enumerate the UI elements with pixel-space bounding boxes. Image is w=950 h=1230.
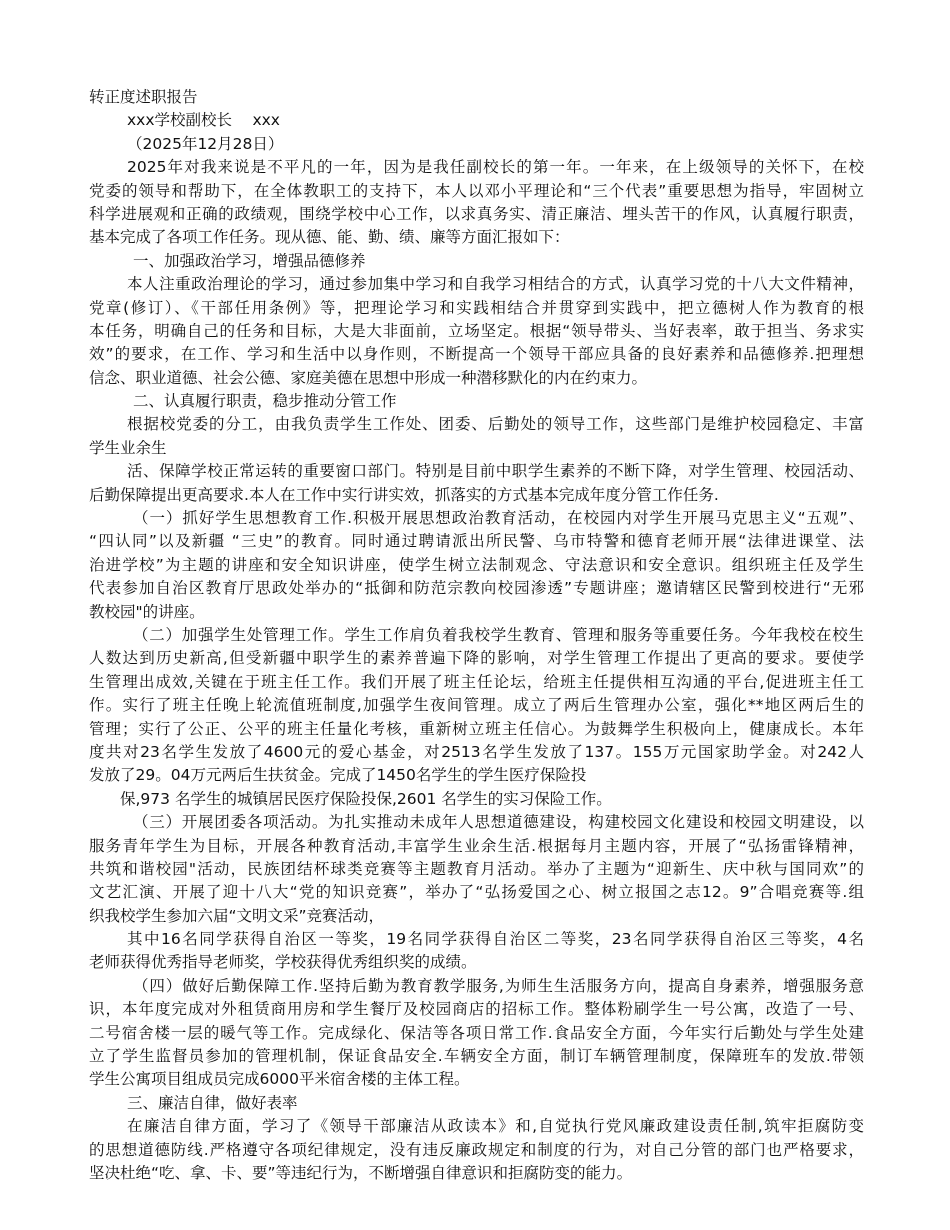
paragraph-line: 文艺汇演、开展了迎十八大“党的知识竞赛”，举办了“弘扬爱国之心、树立报国之志12。9”合唱竞赛等.组 xyxy=(89,883,864,902)
document-title: 转正度述职报告 xyxy=(89,88,198,106)
paragraph-line: 党章(修订）、《干部任用条例》等，把理论学习和实践相结合并贯穿到实践中，把立德树人作为教育的根 xyxy=(89,298,864,317)
paragraph-line: 基本完成了各项工作任务。现从德、能、勤、绩、廉等方面汇报如下： xyxy=(89,228,570,247)
paragraph-line: 活、保障学校正常运转的重要窗口部门。特别是目前中职学生素养的不断下降，对学生管理、校园活动、 xyxy=(127,462,864,481)
paragraph-line: 坚决杜绝“吃、拿、卡、要”等违纪行为，不断增强自律意识和拒腐防变的能力。 xyxy=(89,1163,633,1182)
section-heading: 二、认真履行职责，稳步推动分管工作 xyxy=(133,392,397,411)
paragraph-line: 立了学生监督员参加的管理机制，保证食品安全.车辆安全方面，制订车辆管理制度，保障班车的发放.带领 xyxy=(89,1047,864,1066)
paragraph-line: 党委的领导和帮助下，在全体教职工的支持下，本人以邓小平理论和“三个代表”重要思想为指导，牢固树立 xyxy=(89,181,864,200)
paragraph-line: 学生业余生 xyxy=(89,438,167,457)
paragraph-line: 人数达到历史新高,但受新疆中职学生的素养普遍下降的影响，对学生管理工作提出了更高的要求。要使学 xyxy=(89,649,864,668)
item1-paragraph xyxy=(89,507,864,624)
paragraph-line: 本任务，明确自己的任务和目标，大是大非面前，立场坚定。根据“领导带头、当好表率，敢于担当、务求实 xyxy=(89,321,864,340)
paragraph-line: 识，本年度完成对外租赁商用房和学生餐厅及校园商店的招标工作。整体粉刷学生一号公寓，改造了一号、 xyxy=(89,1000,864,1019)
paragraph-line: （三）开展团委各项活动。为扎实推动未成年人思想道德建设，构建校园文化建设和校园文明建设，以 xyxy=(133,813,864,832)
paragraph-line: 科学进展观和正确的政绩观，围绕学校中心工作，以求真务实、清正廉洁、埋头苦干的作风，认真履行职责， xyxy=(89,204,864,223)
paragraph-line: 代表参加自治区教育厅思政处举办的“抵御和防范宗教向校园渗透”专题讲座；邀请辖区民警到校进行“无邪 xyxy=(89,579,864,598)
paragraph-line: （四）做好后勤保障工作.坚持后勤为教育教学服务,为师生生活服务方向，提高自身素养，增强服务意 xyxy=(133,976,864,995)
section3-paragraph xyxy=(89,1115,864,1185)
section2-intro-paragraph-continued xyxy=(89,460,864,507)
paragraph-line: 生管理出成效,关键在于班主任工作。我们开展了班主任论坛，给班主任提供相互沟通的平台,促进班主任工 xyxy=(89,672,864,691)
paragraph-line: 度共对23名学生发放了4600元的爱心基金，对2513名学生发放了137。155万元国家助学金。对242人 xyxy=(89,742,864,761)
paragraph-line: 织我校学生参加六届“文明文采”竞赛活动， xyxy=(89,906,385,925)
paragraph-line: “四认同”以及新疆 “三史”的教育。同时通过聘请派出所民警、乌市特警和德育老师开展“法律进课堂、法 xyxy=(89,532,864,551)
item3-paragraph xyxy=(89,811,864,928)
paragraph-line: 本人注重政治理论的学习，通过参加集中学习和自我学习相结合的方式，认真学习党的十八大文件精神， xyxy=(127,275,864,294)
paragraph-line: 学生公寓项目组成员完成6000平米宿舍楼的主体工程。 xyxy=(89,1070,470,1089)
paragraph-line: 效”的要求，在工作、学习和生活中以身作则，不断提高一个领导干部应具备的良好素养和品德修养.把理想 xyxy=(89,345,864,364)
section2-intro-paragraph xyxy=(89,413,864,460)
paragraph-line: 治进学校”为主题的讲座和安全知识讲座，使学生树立法制观念、守法意识和安全意识。组织班主任及学生 xyxy=(89,555,864,574)
paragraph-line: 信念、职业道德、社会公德、家庭美德在思想中形成一种潜移默化的内在约束力。 xyxy=(89,368,648,387)
paragraph-line: 2025年对我来说是不平凡的一年，因为是我任副校长的第一年。一年来，在上级领导的关怀下，在校 xyxy=(127,158,864,177)
item3-paragraph-continued xyxy=(89,928,864,975)
paragraph-line: 发放了29。04万元两后生扶贫金。完成了1450名学生的学生医疗保险投 xyxy=(89,766,587,785)
item2-paragraph xyxy=(89,624,864,788)
paragraph-line: 服务青年学生为目标，开展各种教育活动,丰富学生业余生活.根据每月主题内容，开展了“弘扬雷锋精神， xyxy=(89,836,864,855)
section-heading: 三、廉洁自律，做好表率 xyxy=(127,1093,298,1112)
intro-paragraph xyxy=(89,156,864,250)
paragraph-line: 根据校党委的分工，由我负责学生工作处、团委、后勤处的领导工作，这些部门是维护校园稳定、丰富 xyxy=(127,415,864,434)
paragraph-line: 作。实行了班主任晚上轮流值班制度,加强学生夜间管理。成立了两后生管理办公室，强化**地区两后生的 xyxy=(89,696,864,715)
paragraph-line: 后勤保障提出更高要求.本人在工作中实行讲实效，抓落实的方式基本完成年度分管工作任务. xyxy=(89,485,719,504)
paragraph-line: 管理；实行了公正、公平的班主任量化考核，重新树立班主任信心。为鼓舞学生积极向上，健康成长。本年 xyxy=(89,719,864,738)
paragraph-line: 在廉洁自律方面，学习了《领导干部廉洁从政读本》和,自觉执行党风廉政建设责任制,筑牢拒腐防变 xyxy=(127,1117,864,1136)
paragraph-line: （二）加强学生处管理工作。学生工作肩负着我校学生教育、管理和服务等重要任务。今年我校在校生 xyxy=(133,625,864,644)
paragraph-line: 老师获得优秀指导老师奖，学校获得优秀组织奖的成绩。 xyxy=(89,953,477,972)
paragraph-line: 二号宿舍楼一层的暖气等工作。完成绿化、保洁等各项日常工作.食品安全方面，今年实行后勤处与学生处建 xyxy=(89,1023,864,1042)
item4-paragraph xyxy=(89,975,864,1092)
date-line: （2025年12月28日） xyxy=(127,134,284,153)
item2-paragraph-continued: 保,973 名学生的城镇居民医疗保险投保,2601 名学生的实习保险工作。 xyxy=(120,789,612,808)
section-heading: 一、加强政治学习，增强品德修养 xyxy=(133,251,366,270)
paragraph-line: 其中16名同学获得自治区一等奖，19名同学获得自治区二等奖，23名同学获得自治区三等奖，4名 xyxy=(127,930,864,949)
paragraph-line: 的思想道德防线.严格遵守各项纪律规定，没有违反廉政规定和制度的行为，对自己分管的部门也严格要求， xyxy=(89,1140,864,1159)
section1-paragraph xyxy=(89,273,864,390)
paragraph-line: 共筑和谐校园"活动，民族团结杯球类竞赛等主题教育月活动。举办了主题为“迎新生、庆中秋与国同欢”的 xyxy=(89,859,864,878)
paragraph-line: 教校园"的讲座。 xyxy=(89,602,205,621)
author-line: xxx学校副校长 xxx xyxy=(127,111,280,130)
document-page xyxy=(89,86,864,1185)
paragraph-line: （一）抓好学生思想教育工作.积极开展思想政治教育活动，在校园内对学生开展马克思主义“五观”、 xyxy=(133,509,864,528)
